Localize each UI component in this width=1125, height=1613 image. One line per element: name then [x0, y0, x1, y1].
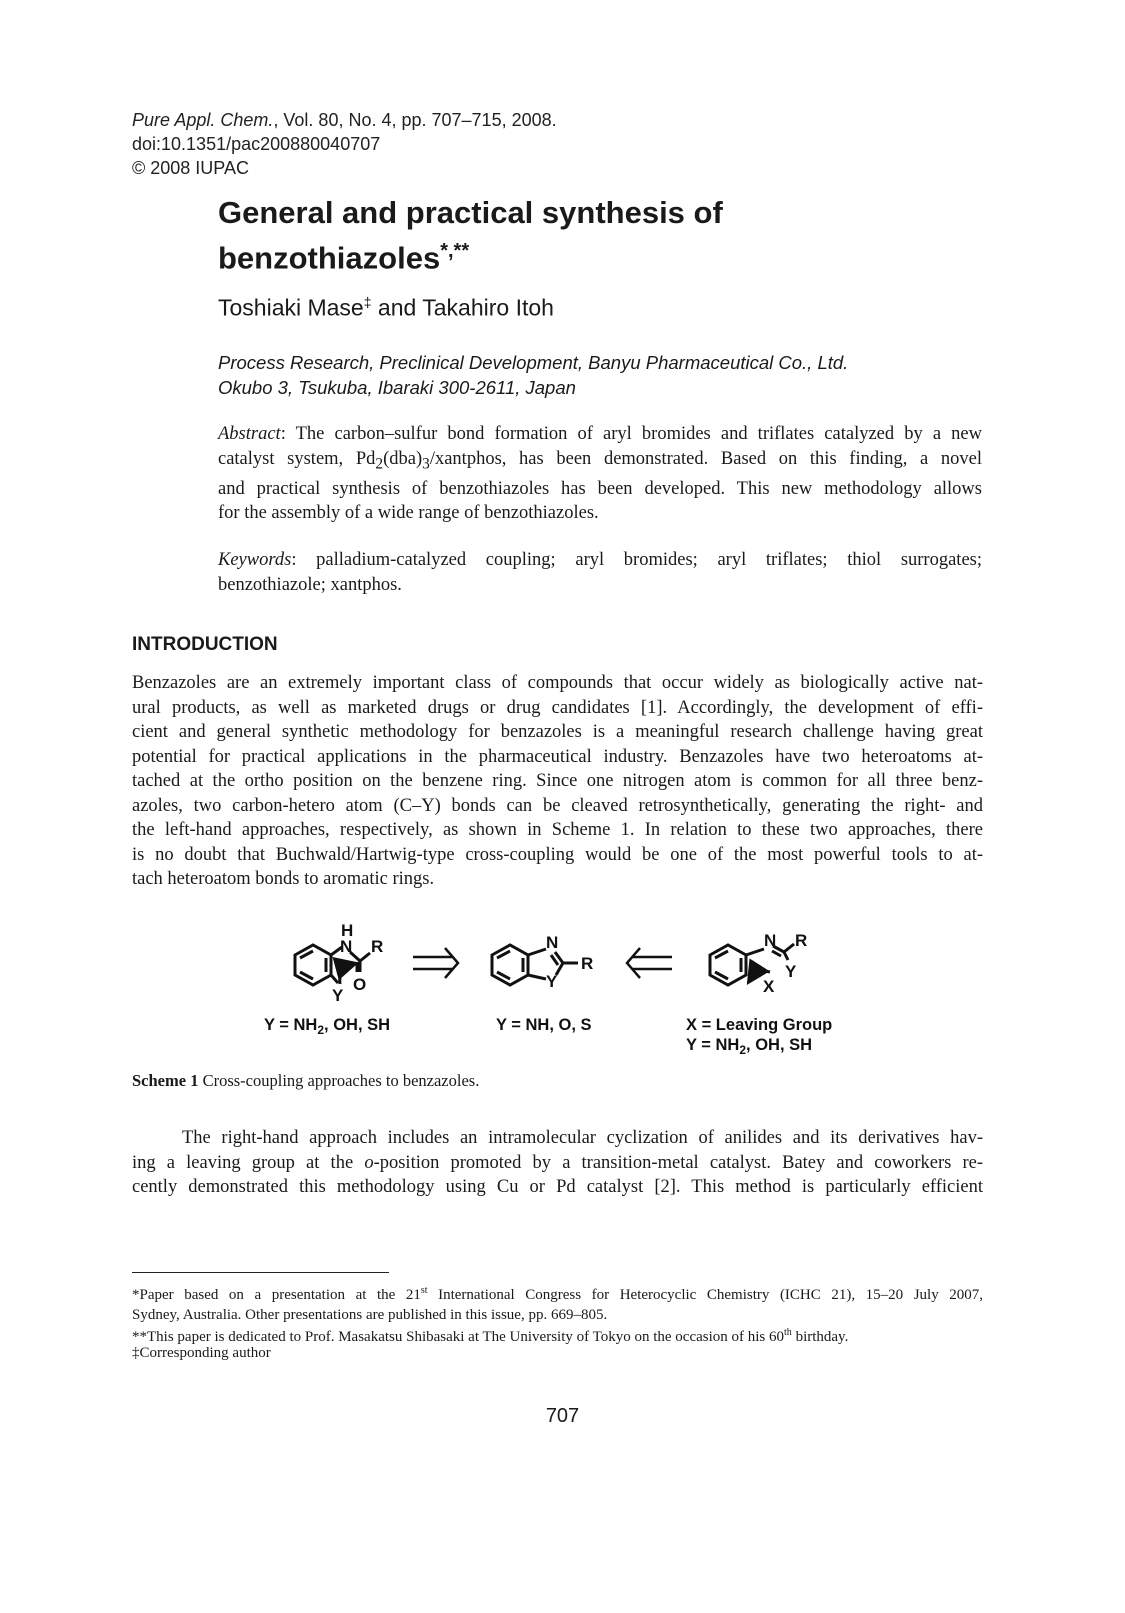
body-line-2 — [132, 1151, 983, 1176]
scheme-label-right-2 — [686, 1036, 812, 1057]
body-line-3: cently demonstrated this methodology using Cu or Pd catalyst [2]. This method is particularly efficient — [132, 1177, 983, 1197]
intro-line: potential for practical applications in the pharmaceutical industry. Benzazoles have two heteroatoms at- — [132, 746, 983, 767]
doi: doi:10.1351/pac200880040707 — [132, 134, 381, 154]
atom-n: N — [764, 931, 777, 950]
abstract-line-2 — [218, 447, 982, 477]
atom-y: Y — [785, 962, 797, 981]
page-number: 707 — [545, 1405, 580, 1427]
intro-line: the left-hand approaches, respectively, as shown in Scheme 1. In relation to these two approaches, there — [132, 820, 983, 840]
abstract-line-3: and practical synthesis of benzothiazoles has been developed. This new methodology allows — [218, 478, 982, 499]
author-1: Toshiaki Mase — [218, 294, 364, 321]
scheme-label-middle: Y = NH, O, S — [496, 1016, 592, 1034]
atom-n: N — [546, 933, 559, 952]
affiliation — [218, 350, 848, 400]
footnote-1 — [132, 1281, 983, 1325]
footnote-rule — [132, 1272, 389, 1273]
intro-line: ural products, as well as marketed drugs or drug candidates [1]. Accordingly, the development of effi- — [132, 697, 983, 718]
paper-title — [218, 194, 723, 277]
atom-y: Y — [332, 986, 344, 1005]
intro-line: Benzazoles are an extremely important class of compounds that occur widely as biologically active nat- — [132, 673, 983, 693]
intro-line: azoles, two carbon-hetero atom (C–Y) bonds can be cleaved retrosynthetically, generating the right- and — [132, 795, 983, 816]
body-italic: o — [364, 1152, 374, 1173]
authors — [218, 294, 554, 322]
scheme-label-right-1: X = Leaving Group — [686, 1016, 833, 1034]
body-paragraph — [132, 1126, 983, 1200]
corresponding-mark: ‡ — [363, 294, 372, 310]
label-text: Y = NH — [264, 1016, 318, 1034]
abstract-text: /xantphos, has been demonstrated. Based on this finding, a novel — [429, 448, 982, 469]
footnote-3: ‡Corresponding author — [132, 1345, 271, 1361]
footnote-text: birthday. — [791, 1329, 849, 1345]
atom-r: R — [581, 954, 594, 973]
title-line-2: benzothiazoles — [218, 240, 441, 276]
footnote-text: Sydney, Australia. Other presentations are published in this issue, pp. 669–805. — [132, 1307, 608, 1323]
atom-x: X — [763, 977, 775, 996]
body-text: ing a leaving group at the — [132, 1152, 365, 1173]
subscript: 2 — [375, 455, 384, 473]
affiliation-line-1: Process Research, Preclinical Development, Banyu Pharmaceutical Co., Ltd. — [218, 352, 849, 373]
title-footnote-marks: *,** — [440, 240, 470, 262]
abstract-text: catalyst system, Pd — [218, 448, 376, 469]
atom-n: N — [340, 937, 353, 956]
scheme-1-figure — [260, 922, 880, 1072]
subscript: 2 — [317, 1023, 325, 1037]
label-text: Y = NH — [686, 1036, 740, 1054]
footnote-text: **This paper is dedicated to Prof. Masakatsu Shibasaki at The University of Tokyo on the occasion of his 60 — [132, 1329, 785, 1345]
affiliation-line-2: Okubo 3, Tsukuba, Ibaraki 300-2611, Japan — [218, 377, 576, 398]
atom-o: O — [353, 975, 367, 994]
atom-r: R — [371, 937, 384, 956]
retrosynthesis-arrow-left — [627, 948, 672, 978]
scheme-caption — [132, 1071, 479, 1091]
citation-details: , Vol. 80, No. 4, pp. 707–715, 2008. — [273, 110, 557, 130]
intro-line: cient and general synthetic methodology for benzazoles is a meaningful research challenge having great — [132, 722, 983, 742]
molecule-benzazole — [492, 945, 578, 985]
journal-name: Pure Appl. Chem. — [132, 110, 274, 130]
caption-text: Cross-coupling approaches to benzazoles. — [198, 1071, 480, 1090]
subscript: 3 — [422, 455, 430, 473]
section-heading-introduction: INTRODUCTION — [132, 634, 278, 655]
copyright: © 2008 IUPAC — [132, 158, 249, 178]
journal-citation — [132, 108, 557, 180]
author-2: and Takahiro Itoh — [371, 294, 554, 321]
superscript: th — [784, 1327, 792, 1338]
molecule-precursor — [710, 944, 794, 985]
intro-line: is no doubt that Buchwald/Hartwig-type cross-coupling would be one of the most powerful tools to at- — [132, 844, 983, 865]
body-text: -position promoted by a transition-metal catalyst. Batey and coworkers re- — [373, 1152, 983, 1173]
atom-h: H — [341, 922, 354, 940]
atom-y: Y — [546, 972, 558, 991]
label-text: , OH, SH — [746, 1036, 813, 1054]
caption-label: Scheme 1 — [132, 1071, 199, 1090]
abstract — [218, 422, 982, 526]
retrosynthesis-arrow-right — [413, 948, 458, 978]
intro-line: tach heteroatom bonds to aromatic rings. — [132, 869, 435, 889]
body-line-1: The right-hand approach includes an intramolecular cyclization of anilides and its derivatives hav- — [182, 1128, 983, 1148]
abstract-line-4: for the assembly of a wide range of benzothiazoles. — [218, 503, 599, 524]
keywords-line-1: : palladium-catalyzed coupling; aryl bromides; aryl triflates; thiol surrogates; — [291, 550, 982, 570]
footnote-text: International Congress for Heterocyclic Chemistry (ICHC 21), 15–20 July 2007, — [427, 1287, 984, 1303]
keywords — [218, 548, 982, 597]
intro-line: tached at the ortho position on the benzene ring. Since one nitrogen atom is common for all three benz- — [132, 771, 983, 791]
keywords-line-2: benzothiazole; xantphos. — [218, 574, 402, 595]
footnote-text: *Paper based on a presentation at the 21 — [132, 1287, 421, 1303]
introduction-paragraph — [132, 671, 983, 892]
superscript: st — [420, 1285, 428, 1296]
label-text: , OH, SH — [324, 1016, 391, 1034]
abstract-text: (dba) — [383, 448, 423, 469]
abstract-label: Abstract — [218, 424, 281, 444]
abstract-line-1: : The carbon–sulfur bond formation of aryl bromides and triflates catalyzed by a new — [280, 424, 982, 444]
subscript: 2 — [739, 1043, 747, 1057]
keywords-label: Keywords — [218, 550, 292, 570]
scheme-label-left — [264, 1016, 390, 1037]
title-line-1: General and practical synthesis of — [218, 195, 723, 230]
atom-r: R — [795, 931, 808, 950]
